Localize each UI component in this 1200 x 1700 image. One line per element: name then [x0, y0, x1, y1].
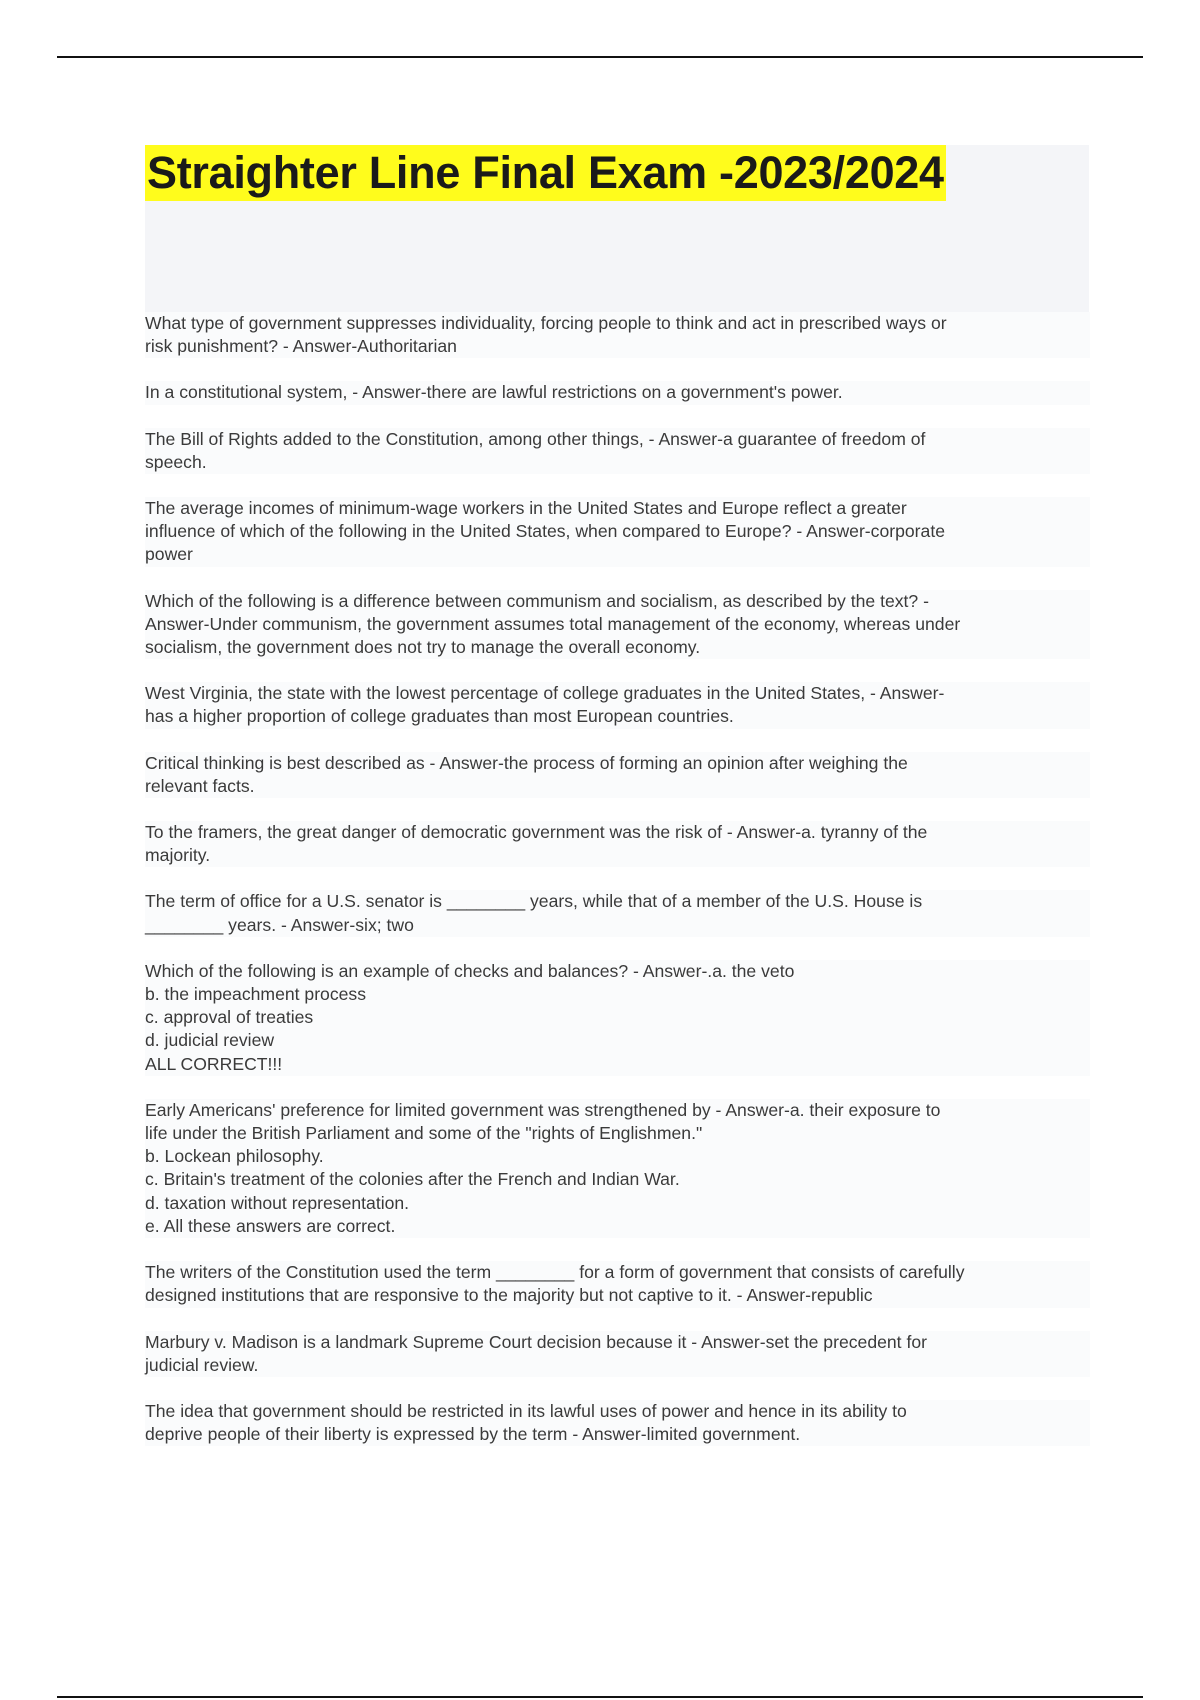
footer-rule: [57, 1696, 1143, 1698]
document-title: Straighter Line Final Exam -2023/2024: [145, 145, 946, 201]
qa-item-1: What type of government suppresses individuality, forcing people to think and act in prescribed ways or risk punishment? - Answer-Authoritarian: [145, 312, 1090, 358]
qa-item-9: The term of office for a U.S. senator is ________ years, while that of a member of the U.S. House is ________ years. - Answer-six; two: [145, 890, 1090, 936]
header-rule: [57, 56, 1143, 58]
title-block: [145, 145, 1089, 313]
qa-item-5: Which of the following is a difference between communism and socialism, as described by the text? - Answer-Under communism, the government assumes total management of the economy, whereas under socialism, the government does not try to manage the overall economy.: [145, 590, 1090, 660]
qa-item-13: Marbury v. Madison is a landmark Supreme Court decision because it - Answer-set the precedent for judicial review.: [145, 1331, 1090, 1377]
qa-item-10: Which of the following is an example of checks and balances? - Answer-.a. the veto b. the impeachment process c. approval of treaties d. judicial review ALL CORRECT!!!: [145, 960, 1090, 1076]
qa-item-4: The average incomes of minimum-wage workers in the United States and Europe reflect a greater influence of which of the following in the United States, when compared to Europe? - Answer-corporate power: [145, 497, 1090, 567]
qa-item-7: Critical thinking is best described as - Answer-the process of forming an opinion after weighing the relevant facts.: [145, 752, 1090, 798]
qa-item-2: In a constitutional system, - Answer-there are lawful restrictions on a government's power.: [145, 381, 1090, 404]
qa-item-12: The writers of the Constitution used the term ________ for a form of government that consists of carefully designed institutions that are responsive to the majority but not captive to it. - Answer-republic: [145, 1261, 1090, 1307]
qa-list: [145, 312, 1090, 1469]
qa-item-3: The Bill of Rights added to the Constitution, among other things, - Answer-a guarantee of freedom of speech.: [145, 428, 1090, 474]
qa-item-14: The idea that government should be restricted in its lawful uses of power and hence in its ability to deprive people of their liberty is expressed by the term - Answer-limited government.: [145, 1400, 1090, 1446]
qa-item-8: To the framers, the great danger of democratic government was the risk of - Answer-a. tyranny of the majority.: [145, 821, 1090, 867]
qa-item-11: Early Americans' preference for limited government was strengthened by - Answer-a. their exposure to life under the British Parliament and some of the "rights of Englishmen." b. Lockean philosophy. c. Britain's treatment of the colonies after the French and Indian War. d. taxation without representation. e. All these answers are correct.: [145, 1099, 1090, 1238]
qa-item-6: West Virginia, the state with the lowest percentage of college graduates in the United States, - Answer- has a higher proportion of college graduates than most European countries.: [145, 682, 1090, 728]
